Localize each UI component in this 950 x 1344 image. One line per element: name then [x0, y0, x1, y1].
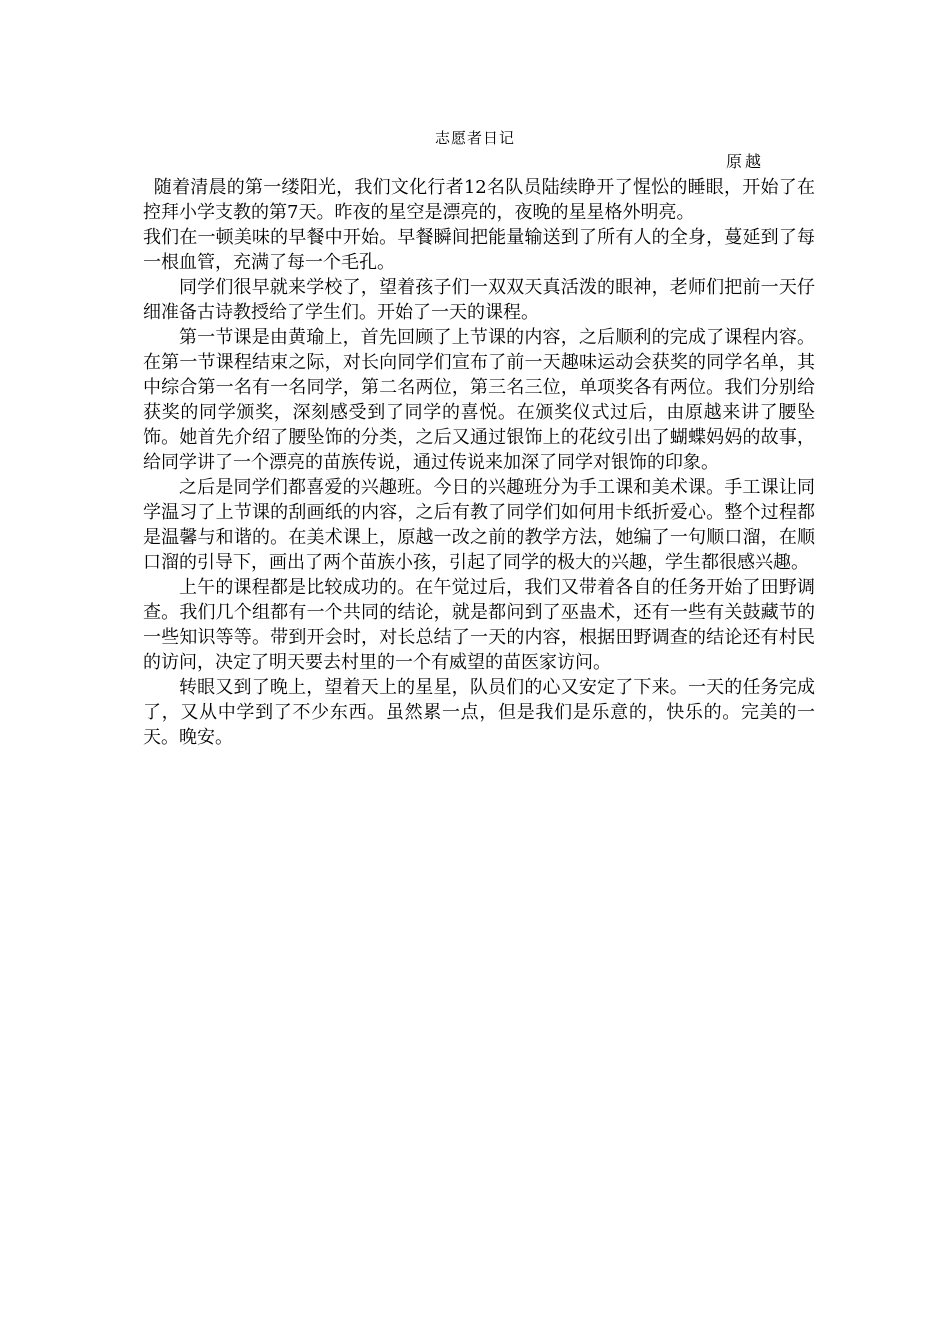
document-body — [143, 175, 815, 750]
paragraph: 之后是同学们都喜爱的兴趣班。今日的兴趣班分为手工课和美术课。手工课让同学温习了上节课的刮画纸的内容，之后有教了同学们如何用卡纸折爱心。整个过程都是温馨与和谐的。在美术课上，原越一改之前的教学方法，她编了一句顺口溜，在顺口溜的引导下，画出了两个苗族小孩，引起了同学的极大的兴趣，学生都很感兴趣。 — [143, 477, 815, 573]
paragraph: 转眼又到了晚上，望着天上的星星，队员们的心又安定了下来。一天的任务完成了，又从中学到了不少东西。虽然累一点，但是我们是乐意的，快乐的。完美的一天。晚安。 — [143, 677, 815, 748]
paragraph: 我们在一顿美味的早餐中开始。早餐瞬间把能量输送到了所有人的全身，蔓延到了每一根血管，充满了每一个毛孔。 — [143, 227, 815, 273]
paragraph: 同学们很早就来学校了，望着孩子们一双双天真活泼的眼神，老师们把前一天仔细准备古诗教授给了学生们。开始了一天的课程。 — [143, 277, 815, 323]
paragraph: 第一节课是由黄瑜上，首先回顾了上节课的内容，之后顺利的完成了课程内容。在第一节课程结束之际，对长向同学们宣布了前一天趣味运动会获奖的同学名单，其中综合第一名有一名同学，第二名两位，第三名三位，单项奖各有两位。我们分别给获奖的同学颁奖，深刻感受到了同学的喜悦。在颁奖仪式过后，由原越来讲了腰坠饰。她首先介绍了腰坠饰的分类，之后又通过银饰上的花纹引出了蝴蝶妈妈的故事，给同学讲了一个漂亮的苗族传说，通过传说来加深了同学对银饰的印象。 — [143, 327, 815, 473]
paragraph: 上午的课程都是比较成功的。在午觉过后，我们又带着各自的任务开始了田野调查。我们几个组都有一个共同的结论，就是都问到了巫蛊术，还有一些有关鼓藏节的一些知识等等。带到开会时，对长总结了一天的内容，根据田野调查的结论还有村民的访问，决定了明天要去村里的一个有威望的苗医家访问。 — [143, 577, 815, 673]
document-title: 志愿者日记 — [434, 129, 515, 147]
document-author: 原越 — [726, 152, 765, 171]
paragraph: 随着清晨的第一缕阳光，我们文化行者12名队员陆续睁开了惺忪的睡眼，开始了在控拜小学支教的第7天。昨夜的星空是漂亮的，夜晚的星星格外明亮。 — [143, 177, 815, 223]
